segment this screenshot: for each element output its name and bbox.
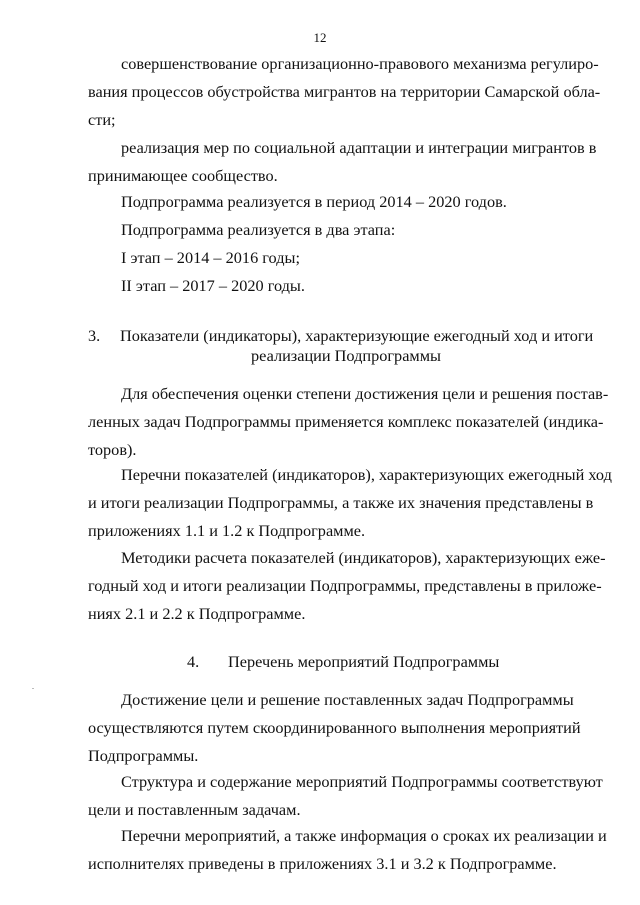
section-4-paragraph-2 [88,768,603,824]
section-3-number: 3. [88,326,101,345]
text-line: приложениях 1.1 и 1.2 к Подпрограмме. [88,521,366,540]
heading-line: реализации Подпрограммы [251,346,441,365]
text-line: ниях 2.1 и 2.2 к Подпрограмме. [88,604,306,623]
paragraph-intro [88,50,601,134]
text-line: принимающее сообщество. [88,166,278,185]
text-line: исполнителях приведены в приложениях 3.1 и 3.2 к Подпрограмме. [88,854,557,873]
section-3-heading [120,326,594,366]
text-line: торов). [88,440,137,459]
text-line: ленных задач Подпрограммы применяется комплекс показателей (индика- [88,412,604,431]
text-line: Подпрограмма реализуется в период 2014 – 2020 годов. [121,192,507,211]
text-line: цели и поставленным задачам. [88,800,301,819]
section-3-paragraph-3 [88,544,606,628]
text-line: Перечни мероприятий, а также информация о сроках их реализации и [121,826,607,845]
paragraph-adaptation [88,134,597,190]
text-line: осуществляются путем скоординированного выполнения мероприятий [88,718,581,737]
text-line: Подпрограмма реализуется в два этапа: [121,220,396,239]
text-line: годный ход и итоги реализации Подпрограммы, представлены в приложе- [88,576,602,595]
text-line: Подпрограммы. [88,746,199,765]
heading-line: Показатели (индикаторы), характеризующие ежегодный ход и итоги [120,326,594,345]
section-3-paragraph-2 [88,461,612,545]
text-line: и итоги реализации Подпрограммы, а также их значения представлены в [88,493,594,512]
text-line: Достижение цели и решение поставленных задач Подпрограммы [121,690,574,709]
page-number: 12 [313,30,327,45]
text-line: Структура и содержание мероприятий Подпрограммы соответствуют [121,772,603,791]
paragraph-period [88,188,572,216]
section-4-paragraph-1 [88,686,581,770]
stage-1: I этап – 2014 – 2016 годы; [121,248,300,267]
section-3-paragraph-1 [88,380,609,464]
text-line: Перечни показателей (индикаторов), характеризующих ежегодный ход [121,465,612,484]
text-line: реализация мер по социальной адаптации и интеграции мигрантов в [121,138,597,157]
section-4-paragraph-3 [88,822,607,878]
text-line: совершенствование организационно-правового механизма регулиро- [121,54,599,73]
text-line: сти; [88,110,116,129]
section-4-heading: Перечень мероприятий Подпрограммы [228,652,500,671]
text-line: Для обеспечения оценки степени достижения цели и решения постав- [121,384,609,403]
stage-2: II этап – 2017 – 2020 годы. [121,276,305,295]
text-line: вания процессов обустройства мигрантов на территории Самарской обла- [88,82,601,101]
text-line: Методики расчета показателей (индикаторов), характеризующих еже- [121,548,606,567]
margin-mark [32,688,34,689]
paragraph-stages [88,216,572,300]
section-4-number: 4. [187,652,200,671]
